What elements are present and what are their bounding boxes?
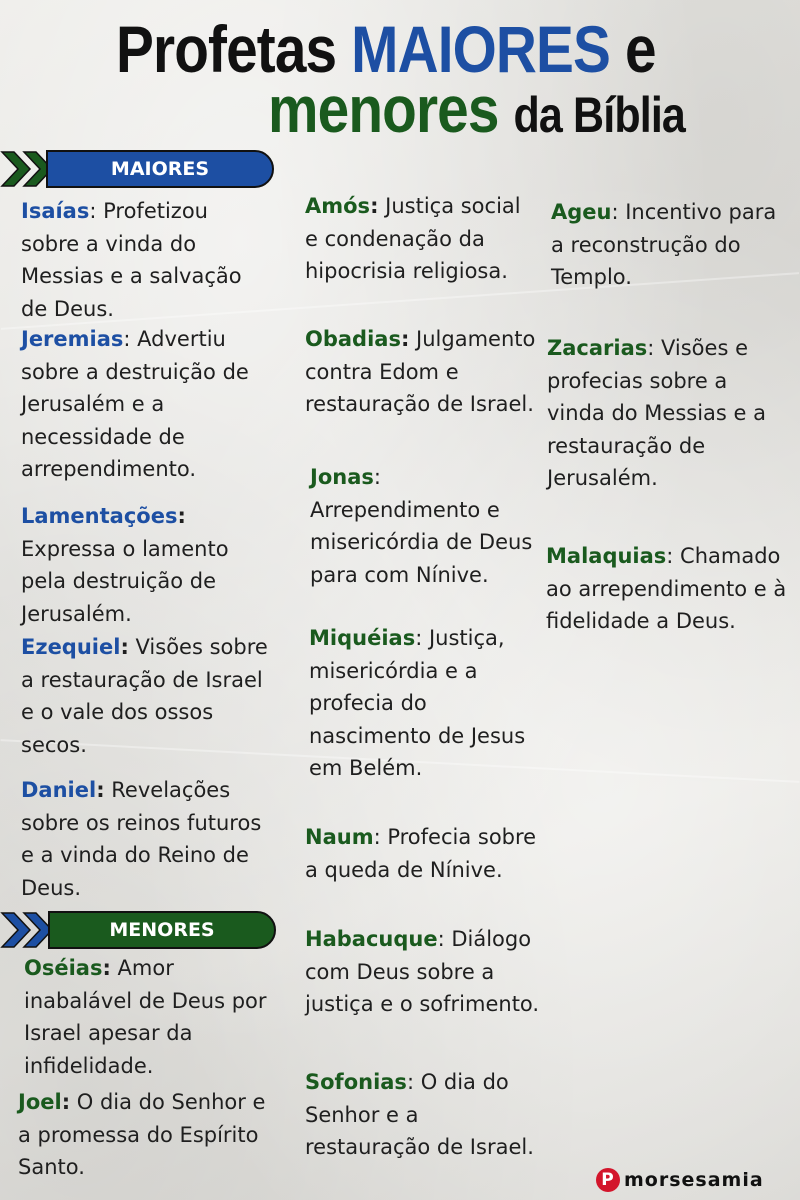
- prophet-colon: :: [120, 635, 129, 659]
- prophet-description: Justiça, misericórdia e a profecia do nascimento de Jesus em Belém.: [309, 626, 526, 780]
- prophet-description: Profecia sobre a queda de Nínive.: [305, 825, 537, 882]
- prophet-lamentacoes: [21, 500, 271, 630]
- prophet-colon: :: [373, 465, 381, 489]
- menores-banner: [0, 911, 276, 949]
- prophet-colon: :: [123, 327, 131, 351]
- pinterest-icon: P: [596, 1168, 620, 1192]
- prophet-daniel: [21, 774, 271, 904]
- prophet-name: Jonas: [310, 465, 374, 489]
- prophet-habacuque: [305, 923, 545, 1021]
- prophet-miqueias: [309, 622, 549, 785]
- prophet-colon: :: [415, 626, 423, 650]
- title-da-biblia: da Bíblia: [513, 87, 685, 143]
- brand-watermark: [596, 1166, 764, 1194]
- prophet-description: Revelações sobre os reinos futuros e a vinda do Reino de Deus.: [21, 778, 262, 900]
- menores-label: MENORES: [48, 911, 276, 949]
- prophet-colon: :: [400, 327, 410, 351]
- prophet-jeremias: [21, 323, 271, 486]
- prophet-description: Incentivo para a reconstrução do Templo.: [551, 200, 777, 289]
- prophet-zacarias: [547, 332, 779, 495]
- prophet-description: Chamado ao arrependimento e à fidelidade a Deus.: [546, 544, 787, 633]
- prophet-colon: :: [666, 544, 674, 568]
- maiores-label: MAIORES: [46, 150, 274, 188]
- title-maiores: MAIORES: [351, 12, 611, 86]
- prophet-name: Isaías: [21, 199, 90, 223]
- prophet-name: Naum: [305, 825, 374, 849]
- brand-handle: morsesamia: [624, 1169, 764, 1191]
- prophet-colon: :: [373, 825, 381, 849]
- prophet-name: Amós: [305, 194, 371, 218]
- prophet-colon: :: [437, 927, 445, 951]
- title-profetas: Profetas: [116, 12, 337, 86]
- title-e: e: [624, 12, 656, 86]
- prophet-colon: :: [102, 956, 111, 980]
- prophet-description: Justiça social e condenação da hipocrisia religiosa.: [305, 194, 521, 283]
- maiores-banner: [0, 150, 274, 188]
- prophet-colon: :: [177, 504, 186, 528]
- prophet-name: Miquéias: [309, 626, 416, 650]
- prophet-colon: :: [406, 1070, 415, 1094]
- title-menores: menores: [268, 72, 499, 146]
- prophet-jonas: [310, 461, 540, 591]
- prophet-oseias: [24, 952, 274, 1082]
- prophet-joel: [18, 1086, 278, 1184]
- prophet-name: Malaquias: [546, 544, 667, 568]
- prophet-name: Jeremias: [21, 327, 124, 351]
- prophet-colon: :: [61, 1090, 71, 1114]
- prophet-colon: :: [647, 336, 655, 360]
- prophet-ezequiel: [21, 631, 271, 761]
- prophet-name: Daniel: [21, 778, 97, 802]
- prophet-description: O dia do Senhor e a restauração de Israel.: [305, 1070, 534, 1159]
- prophet-colon: :: [96, 778, 105, 802]
- prophet-description: Visões sobre a restauração de Israel e o vale dos ossos secos.: [21, 635, 268, 757]
- prophet-name: Obadias: [305, 327, 401, 351]
- prophet-name: Joel: [18, 1090, 62, 1114]
- prophet-description: O dia do Senhor e a promessa do Espírito Santo.: [18, 1090, 266, 1179]
- prophet-colon: :: [611, 200, 619, 224]
- prophet-malaquias: [546, 540, 791, 638]
- prophet-colon: :: [370, 194, 379, 218]
- prophet-name: Lamentações: [21, 504, 178, 528]
- prophet-colon: :: [89, 199, 97, 223]
- prophet-description: Arrependimento e misericórdia de Deus para com Nínive.: [310, 497, 533, 587]
- prophet-ageu: [551, 196, 781, 294]
- prophet-name: Ageu: [551, 200, 612, 224]
- page-title-line-2: [268, 74, 685, 150]
- prophet-name: Ezequiel: [21, 635, 121, 659]
- prophet-description: Advertiu sobre a destruição de Jerusalém e a necessidade de arrependimento.: [21, 327, 249, 481]
- prophet-obadias: [305, 323, 540, 421]
- prophet-description: Profetizou sobre a vinda do Messias e a salvação de Deus.: [21, 199, 242, 321]
- prophet-name: Habacuque: [305, 927, 438, 951]
- prophet-sofonias: [305, 1066, 535, 1164]
- prophet-name: Oséias: [24, 956, 103, 980]
- prophet-description: Julgamento contra Edom e restauração de Israel.: [305, 327, 536, 416]
- prophet-description: Visões e profecias sobre a vinda do Messias e a restauração de Jerusalém.: [547, 336, 767, 490]
- prophet-description: Expressa o lamento pela destruição de Jerusalém.: [21, 536, 229, 626]
- prophet-description: Diálogo com Deus sobre a justiça e o sofrimento.: [305, 927, 540, 1016]
- prophet-amos: [305, 190, 540, 288]
- prophet-isaias: [21, 195, 271, 325]
- prophet-description: Amor inabalável de Deus por Israel apesar da infidelidade.: [24, 956, 267, 1078]
- prophet-name: Sofonias: [305, 1070, 407, 1094]
- prophet-name: Zacarias: [547, 336, 648, 360]
- prophet-naum: [305, 821, 540, 886]
